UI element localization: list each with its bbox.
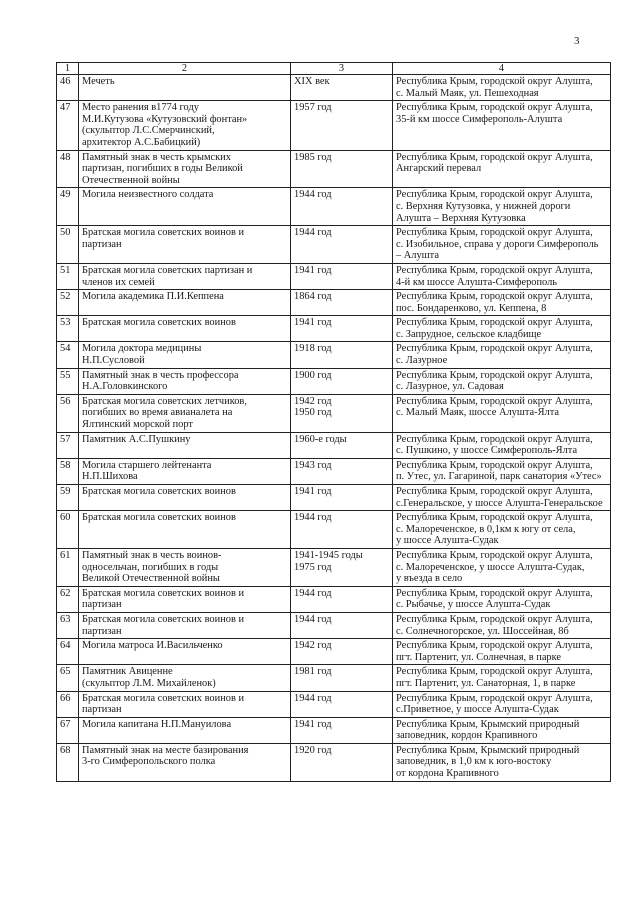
monument-date: 1941 год <box>291 316 393 342</box>
row-number: 58 <box>57 458 79 484</box>
monument-date: 1941-1945 годы 1975 год <box>291 548 393 586</box>
table-row <box>57 150 611 188</box>
table-row <box>57 263 611 289</box>
monument-name: Могила академика П.И.Кеппена <box>79 290 291 316</box>
table-row <box>57 432 611 458</box>
row-number: 68 <box>57 743 79 781</box>
row-number: 62 <box>57 586 79 612</box>
monument-date: 1900 год <box>291 368 393 394</box>
monument-date: 1985 год <box>291 150 393 188</box>
row-number: 64 <box>57 639 79 665</box>
monument-date: 1957 год <box>291 101 393 150</box>
monument-location: Республика Крым, городской округ Алушта, п. Утес, ул. Гагариной, парк санатория «Утес» <box>393 458 611 484</box>
monument-date: 1941 год <box>291 263 393 289</box>
monument-location: Республика Крым, городской округ Алушта, 35-й км шоссе Симферополь-Алушта <box>393 101 611 150</box>
monument-location: Республика Крым, городской округ Алушта, Ангарский перевал <box>393 150 611 188</box>
table-row <box>57 691 611 717</box>
row-number: 61 <box>57 548 79 586</box>
monument-date: 1944 год <box>291 188 393 226</box>
monument-date: 1864 год <box>291 290 393 316</box>
monument-name: Братская могила советских воинов и партизан <box>79 691 291 717</box>
monument-location: Республика Крым, городской округ Алушта, пгт. Партенит, ул. Санаторная, 1, в парке <box>393 665 611 691</box>
table-row <box>57 548 611 586</box>
monument-location: Республика Крым, Крымский природный заповедник, в 1,0 км к юго-востоку от кордона Крапивного <box>393 743 611 781</box>
column-header-1: 1 <box>57 63 79 75</box>
table-row <box>57 511 611 549</box>
monument-location: Республика Крым, городской округ Алушта, с. Запрудное, сельское кладбище <box>393 316 611 342</box>
monument-date: 1943 год <box>291 458 393 484</box>
monument-name: Братская могила советских летчиков, погибших во время авианалета на Ялтинский морской порт <box>79 394 291 432</box>
monument-date: 1941 год <box>291 485 393 511</box>
monument-date: 1944 год <box>291 226 393 264</box>
monument-location: Республика Крым, городской округ Алушта, 4-й км шоссе Алушта-Симферополь <box>393 263 611 289</box>
monument-name: Памятный знак на месте базирования 3-го Симферопольского полка <box>79 743 291 781</box>
row-number: 49 <box>57 188 79 226</box>
monument-name: Братская могила советских воинов и партизан <box>79 226 291 264</box>
monument-name: Памятный знак в честь крымских партизан, погибших в годы Великой Отечественной войны <box>79 150 291 188</box>
monument-name: Братская могила советских воинов <box>79 511 291 549</box>
table-row <box>57 290 611 316</box>
row-number: 65 <box>57 665 79 691</box>
table-row <box>57 612 611 638</box>
monument-date: 1944 год <box>291 511 393 549</box>
monument-location: Республика Крым, городской округ Алушта, с.Приветное, у шоссе Алушта-Судак <box>393 691 611 717</box>
monument-location: Республика Крым, Крымский природный заповедник, кордон Крапивного <box>393 717 611 743</box>
monument-name: Могила неизвестного солдата <box>79 188 291 226</box>
monument-name: Могила доктора медицины Н.П.Сусловой <box>79 342 291 368</box>
row-number: 66 <box>57 691 79 717</box>
row-number: 56 <box>57 394 79 432</box>
monument-date: 1942 год 1950 год <box>291 394 393 432</box>
monument-date: 1960-е годы <box>291 432 393 458</box>
table-row <box>57 717 611 743</box>
monument-name: Могила капитана Н.П.Мануилова <box>79 717 291 743</box>
table-row <box>57 188 611 226</box>
row-number: 55 <box>57 368 79 394</box>
table-row <box>57 226 611 264</box>
column-header-4: 4 <box>393 63 611 75</box>
monument-location: Республика Крым, городской округ Алушта, с. Малый Маяк, шоссе Алушта-Ялта <box>393 394 611 432</box>
row-number: 57 <box>57 432 79 458</box>
row-number: 48 <box>57 150 79 188</box>
column-header-3: 3 <box>291 63 393 75</box>
row-number: 63 <box>57 612 79 638</box>
monument-date: 1942 год <box>291 639 393 665</box>
table-row <box>57 743 611 781</box>
monument-name: Братская могила советских воинов и партизан <box>79 586 291 612</box>
monument-location: Республика Крым, городской округ Алушта, с. Малый Маяк, ул. Пешеходная <box>393 75 611 101</box>
monument-location: Республика Крым, городской округ Алушта, пгт. Партенит, ул. Солнечная, в парке <box>393 639 611 665</box>
monument-date: 1944 год <box>291 612 393 638</box>
table-row <box>57 368 611 394</box>
monument-location: Республика Крым, городской округ Алушта, с. Малореченское, у шоссе Алушта-Судак, у въезда в село <box>393 548 611 586</box>
monument-date: 1944 год <box>291 586 393 612</box>
row-number: 52 <box>57 290 79 316</box>
monument-location: Республика Крым, городской округ Алушта, с. Малореченское, в 0,1км к югу от села, у шоссе Алушта-Судак <box>393 511 611 549</box>
monument-date: 1941 год <box>291 717 393 743</box>
page-number: 3 <box>574 35 580 47</box>
monument-location: Республика Крым, городской округ Алушта, с. Лазурное, ул. Садовая <box>393 368 611 394</box>
table-row <box>57 458 611 484</box>
monument-location: Республика Крым, городской округ Алушта, с. Пушкино, у шоссе Симферополь-Ялта <box>393 432 611 458</box>
row-number: 53 <box>57 316 79 342</box>
table-row <box>57 394 611 432</box>
monuments-table <box>56 62 611 782</box>
monument-date: 1918 год <box>291 342 393 368</box>
table-row <box>57 639 611 665</box>
monument-date: XIX век <box>291 75 393 101</box>
table-row <box>57 485 611 511</box>
monument-name: Братская могила советских воинов и партизан <box>79 612 291 638</box>
monument-date: 1981 год <box>291 665 393 691</box>
table-row <box>57 665 611 691</box>
row-number: 59 <box>57 485 79 511</box>
table-row <box>57 586 611 612</box>
monument-name: Место ранения в1774 году М.И.Кутузова «Кутузовский фонтан» (скульптор Л.С.Смерчинский, архитектор А.С.Бабицкий) <box>79 101 291 150</box>
monument-name: Памятный знак в честь воинов- односельчан, погибших в годы Великой Отечественной войны <box>79 548 291 586</box>
table-header-row <box>57 63 611 75</box>
table-row <box>57 342 611 368</box>
monument-name: Могила старшего лейтенанта Н.П.Шихова <box>79 458 291 484</box>
monument-location: Республика Крым, городской округ Алушта, с. Рыбачье, у шоссе Алушта-Судак <box>393 586 611 612</box>
monument-location: Республика Крым, городской округ Алушта, с. Солнечногорское, ул. Шоссейная, 8б <box>393 612 611 638</box>
monument-location: Республика Крым, городской округ Алушта, с. Верхняя Кутузовка, у нижней дороги Алушта – Верхняя Кутузовка <box>393 188 611 226</box>
monument-name: Памятник Авиценне (скульптор Л.М. Михайленок) <box>79 665 291 691</box>
monument-location: Республика Крым, городской округ Алушта, пос. Бондаренково, ул. Кеппена, 8 <box>393 290 611 316</box>
row-number: 50 <box>57 226 79 264</box>
monument-date: 1920 год <box>291 743 393 781</box>
column-header-2: 2 <box>79 63 291 75</box>
monument-location: Республика Крым, городской округ Алушта, с. Изобильное, справа у дороги Симферополь – Алушта <box>393 226 611 264</box>
monument-name: Братская могила советских партизан и членов их семей <box>79 263 291 289</box>
monument-name: Братская могила советских воинов <box>79 316 291 342</box>
row-number: 67 <box>57 717 79 743</box>
row-number: 46 <box>57 75 79 101</box>
monument-name: Братская могила советских воинов <box>79 485 291 511</box>
row-number: 60 <box>57 511 79 549</box>
monument-name: Памятник А.С.Пушкину <box>79 432 291 458</box>
table-row <box>57 101 611 150</box>
monument-location: Республика Крым, городской округ Алушта, с.Генеральское, у шоссе Алушта-Генеральское <box>393 485 611 511</box>
monument-name: Памятный знак в честь профессора Н.А.Головкинского <box>79 368 291 394</box>
monument-date: 1944 год <box>291 691 393 717</box>
row-number: 54 <box>57 342 79 368</box>
table-row <box>57 75 611 101</box>
row-number: 51 <box>57 263 79 289</box>
monument-location: Республика Крым, городской округ Алушта, с. Лазурное <box>393 342 611 368</box>
monument-name: Мечеть <box>79 75 291 101</box>
table-row <box>57 316 611 342</box>
monument-name: Могила матроса И.Васильченко <box>79 639 291 665</box>
row-number: 47 <box>57 101 79 150</box>
